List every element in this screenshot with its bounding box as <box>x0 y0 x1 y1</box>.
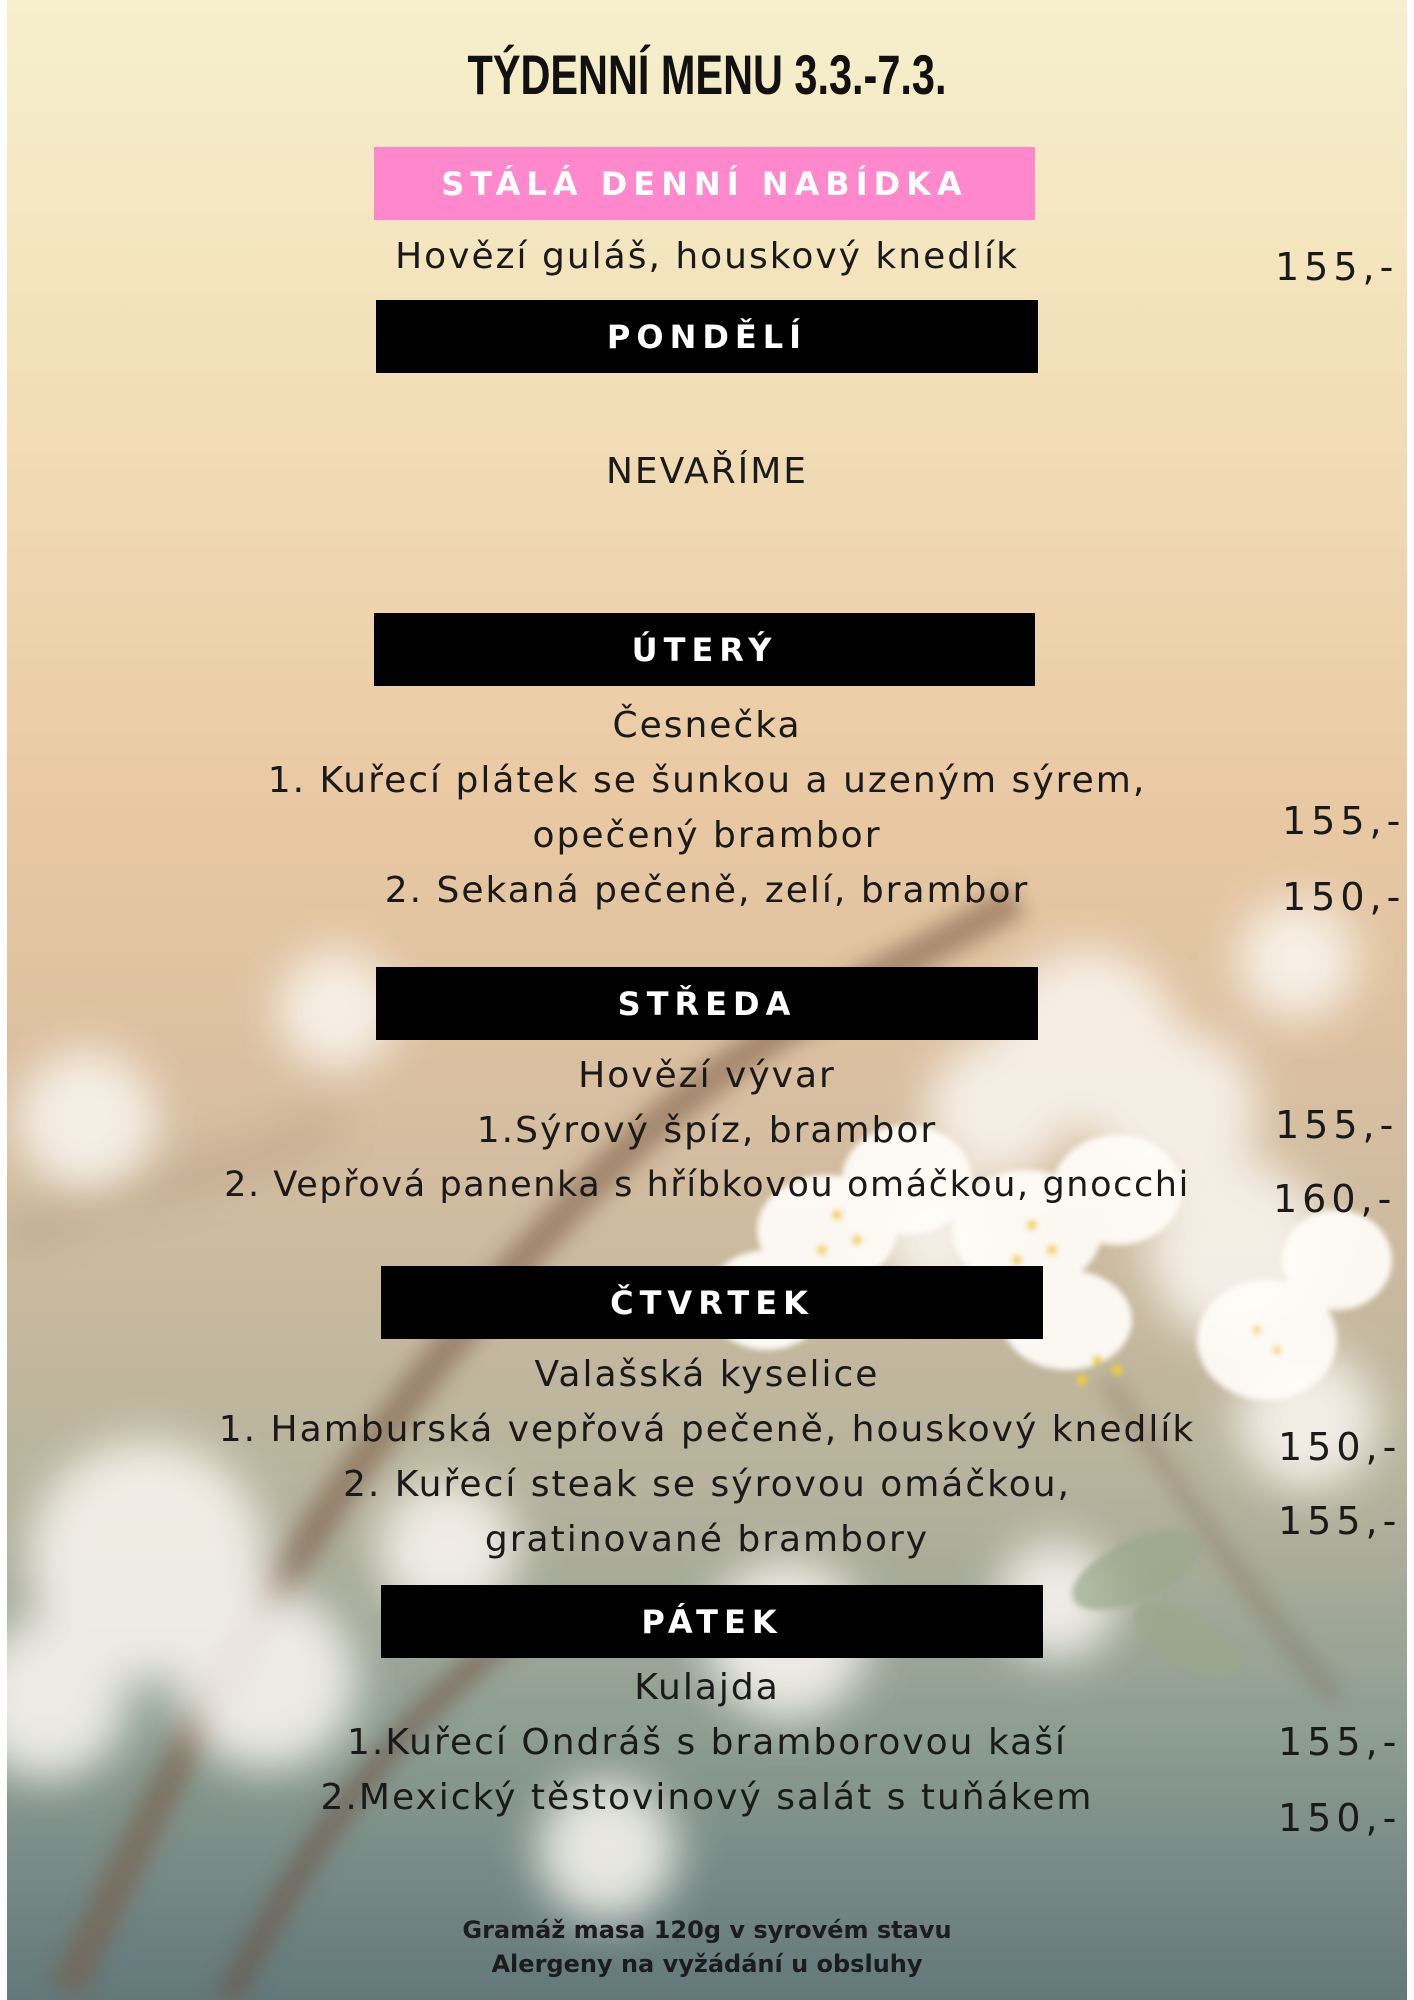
wednesday-dish1-price: 155,- <box>1275 1103 1399 1147</box>
thursday-dish1-price: 150,- <box>1278 1425 1402 1469</box>
footer-line-allergens: Alergeny na vyžádání u obsluhy <box>491 1950 923 1978</box>
menu-page <box>7 0 1407 2000</box>
tuesday-dish1-line1: 1. Kuřecí plátek se šunkou a uzeným sýrem, <box>267 760 1147 801</box>
wednesday-soup: Hovězí vývar <box>578 1055 836 1096</box>
friday-dish1: 1.Kuřecí Ondráš s bramborovou kaší <box>347 1722 1067 1763</box>
wednesday-dish1: 1.Sýrový špíz, brambor <box>476 1110 938 1151</box>
monday-heading: PONDĚLÍ <box>376 300 1038 373</box>
friday-heading: PÁTEK <box>381 1585 1043 1658</box>
tuesday-dish1-price: 155,- <box>1282 799 1406 843</box>
friday-soup: Kulajda <box>634 1667 780 1708</box>
wednesday-dish2: 2. Vepřová panenka s hříbkovou omáčkou, gnocchi <box>224 1165 1190 1205</box>
tuesday-heading: ÚTERÝ <box>374 613 1035 686</box>
standing-offer-price: 155,- <box>1275 245 1399 289</box>
friday-dish2-price: 150,- <box>1278 1796 1402 1840</box>
tuesday-dish2-price: 150,- <box>1282 875 1406 919</box>
thursday-dish2-price: 155,- <box>1278 1499 1402 1543</box>
thursday-dish2-line1: 2. Kuřecí steak se sýrovou omáčkou, <box>342 1464 1072 1505</box>
friday-dish2: 2.Mexický těstovinový salát s tuňákem <box>320 1777 1094 1818</box>
tuesday-dish1-line2: opečený brambor <box>532 815 882 856</box>
standing-offer-heading: STÁLÁ DENNÍ NABÍDKA <box>374 147 1035 220</box>
footer-line-weight: Gramáž masa 120g v syrovém stavu <box>462 1916 952 1944</box>
tuesday-soup: Česnečka <box>612 705 802 746</box>
footer-note <box>7 1913 1407 1981</box>
thursday-heading: ČTVRTEK <box>381 1266 1043 1339</box>
tuesday-dish2: 2. Sekaná pečeně, zelí, brambor <box>384 870 1030 911</box>
menu-title: TÝDENNÍ MENU 3.3.-7.3. <box>467 43 947 106</box>
wednesday-dish2-price: 160,- <box>1273 1177 1397 1221</box>
monday-note: NEVAŘÍME <box>605 451 809 492</box>
thursday-dish1: 1. Hamburská vepřová pečeně, houskový knedlík <box>218 1409 1196 1450</box>
thursday-soup: Valašská kyselice <box>534 1354 880 1395</box>
standing-offer-dish: Hovězí guláš, houskový knedlík <box>395 236 1019 277</box>
friday-dish1-price: 155,- <box>1278 1720 1402 1764</box>
wednesday-heading: STŘEDA <box>376 967 1038 1040</box>
thursday-dish2-line2: gratinované brambory <box>484 1519 930 1560</box>
